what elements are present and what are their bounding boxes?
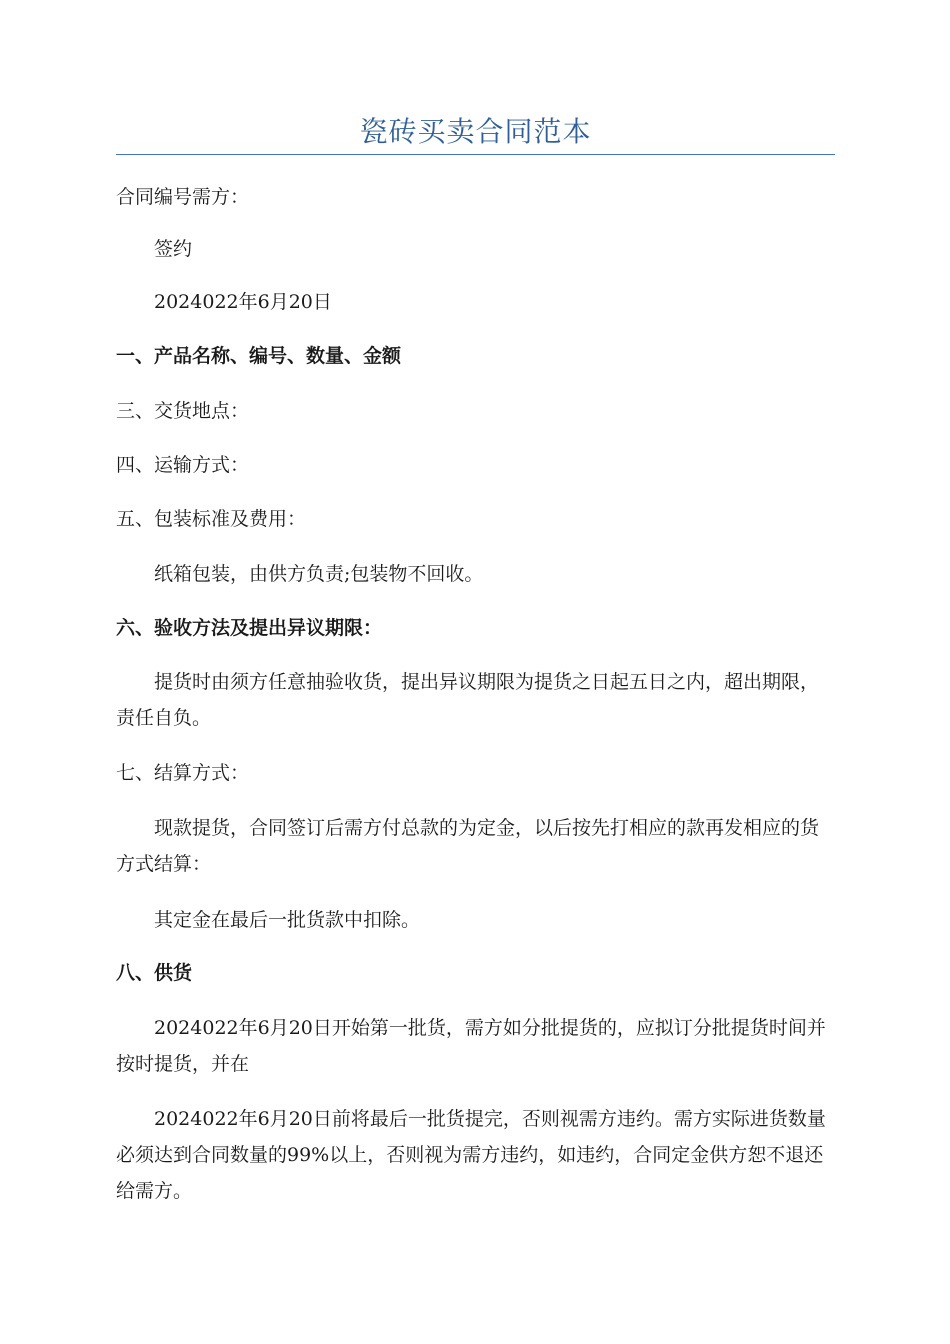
section-heading-1: 一、产品名称、编号、数量、金额 bbox=[116, 345, 402, 367]
signing-date: 2024022年6月20日 bbox=[154, 291, 332, 313]
packaging-paragraph: 纸箱包装，由供方负责;包装物不回收。 bbox=[154, 563, 484, 585]
signing-line: 签约 bbox=[154, 238, 193, 260]
supply-paragraph-2: 2024022年6月20日前将最后一批货提完，否则视需方违约。需方实际进货数量必须达到合同数量的99%以上，否则视为需方违约，如违约，合同定金供方恕不退还给需方。 bbox=[116, 1108, 826, 1202]
document-title: 瓷砖买卖合同范本 bbox=[359, 115, 592, 148]
settlement-paragraph: 现款提货，合同签订后需方付总款的为定金，以后按先打相应的款再发相应的货方式结算： bbox=[116, 817, 820, 875]
section-heading-8: 八、供货 bbox=[116, 962, 193, 984]
section-heading-6: 六、验收方法及提出异议期限： bbox=[116, 617, 383, 639]
section-heading-3: 三、交货地点： bbox=[116, 400, 250, 422]
title-underline bbox=[116, 154, 835, 155]
section-heading-5: 五、包装标准及费用： bbox=[116, 508, 307, 530]
contract-number-line: 合同编号需方： bbox=[116, 186, 250, 208]
section-heading-4: 四、运输方式： bbox=[116, 454, 250, 476]
section-heading-7: 七、结算方式： bbox=[116, 762, 250, 784]
inspection-paragraph: 提货时由须方任意抽验收货，提出异议期限为提货之日起五日之内，超出期限，责任自负。 bbox=[116, 671, 820, 729]
deposit-paragraph: 其定金在最后一批货款中扣除。 bbox=[154, 909, 421, 931]
supply-paragraph-1: 2024022年6月20日开始第一批货，需方如分批提货的，应拟订分批提货时间并按时提货，并在 bbox=[116, 1017, 826, 1075]
